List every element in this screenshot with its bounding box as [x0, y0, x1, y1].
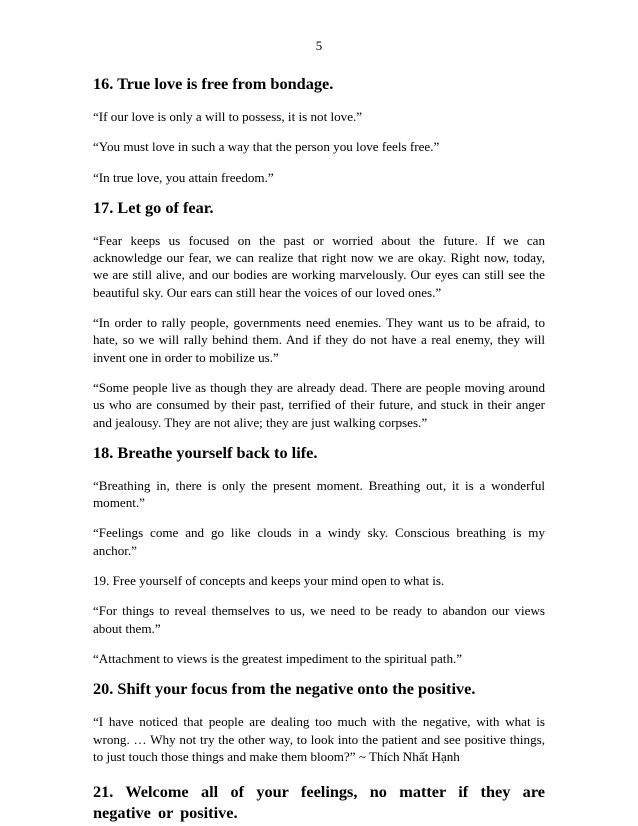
quote-paragraph: “Attachment to views is the greatest impediment to the spiritual path.” — [93, 650, 463, 666]
quote-paragraph: “Some people live as though they are already dead. There are people moving around us who are consumed by their past, terrified of their future, and stuck in their anger and jealousy. They are not alive; they are just walking corpses.” — [93, 379, 545, 430]
section-heading-19-plain: 19. Free yourself of concepts and keeps your mind open to what is. — [93, 573, 445, 589]
quote-paragraph: “In true love, you attain freedom.” — [93, 169, 274, 185]
quote-paragraph: “In order to rally people, governments need enemies. They want us to be afraid, to hate, so we will rally behind them. And if they do not have a real enemy, they will invent one in order to mobilize us.” — [93, 315, 545, 365]
page-number: 5 — [315, 38, 323, 53]
quote-paragraph: “If our love is only a will to possess, it is not love.” — [93, 109, 363, 124]
section-heading-18: 18. Breathe yourself back to life. — [93, 442, 318, 462]
quote-paragraph: “I have noticed that people are dealing too much with the negative, with what is wrong. … Why not try the other way, to look into the patient and see positive things, to just touch those things and make them bloom?” ~ Thích Nhất Hạnh — [93, 714, 545, 764]
section-heading-20: 20. Shift your focus from the negative onto the positive. — [93, 679, 476, 699]
section-heading-16: 16. True love is free from bondage. — [93, 74, 334, 93]
quote-paragraph: “You must love in such a way that the person you love feels free.” — [93, 139, 440, 155]
quote-paragraph: “For things to reveal themselves to us, we need to be ready to abandon our views about them.” — [93, 603, 545, 636]
quote-paragraph: “Breathing in, there is only the present moment. Breathing out, it is a wonderful moment.” — [93, 477, 545, 511]
section-heading-17: 17. Let go of fear. — [93, 197, 214, 217]
section-heading-21: 21. Welcome all of your feelings, no matter if they are negative or positive. — [93, 782, 545, 823]
page-content — [93, 72, 545, 823]
quote-paragraph: “Feelings come and go like clouds in a windy sky. Conscious breathing is my anchor.” — [93, 525, 545, 558]
quote-paragraph: “Fear keeps us focused on the past or worried about the future. If we can acknowledge our fear, we can realize that right now we are okay. Right now, today, we are still alive, and our bodies are working marvelously. Our eyes can still see the beautiful sky. Our ears can still hear the voices of our loved ones.” — [93, 232, 545, 300]
